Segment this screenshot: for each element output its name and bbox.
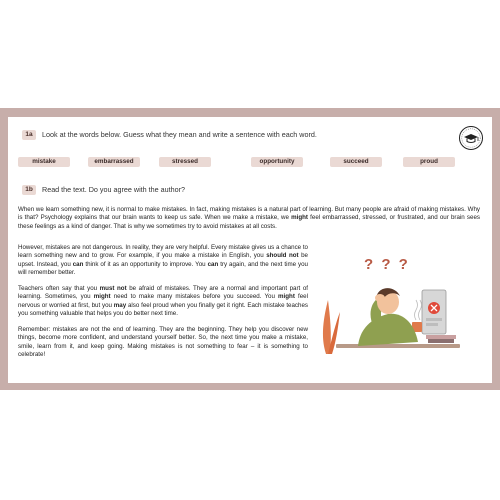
- word-chip-succeed: succeed: [330, 157, 382, 167]
- word-chip-stressed: stressed: [159, 157, 211, 167]
- word-chip-embarrassed: embarrassed: [88, 157, 140, 167]
- exercise-1a-instruction: Look at the words below. Guess what they mean and write a sentence with each word.: [42, 130, 317, 139]
- exercise-1a-number: 1a: [22, 130, 36, 140]
- exercise-1b-number: 1b: [22, 185, 36, 195]
- graduation-cap-icon: [460, 127, 482, 149]
- exercise-1b-instruction: Read the text. Do you agree with the author?: [42, 185, 186, 194]
- reading-paragraph-3: Teachers often say that you must not be afraid of mistakes. They are a normal and important part of learning. Sometimes, you might need to make many mistakes before you succeed. You might feel nervous or worried at first, but you may also feel proud when you finally get it right. Each mistake teaches you something valuable that helps you do better next time.: [18, 285, 309, 317]
- word-chip-proud: proud: [403, 157, 455, 167]
- school-logo: [459, 126, 483, 150]
- word-chip-opportunity: opportunity: [251, 157, 303, 167]
- reading-paragraph-2: However, mistakes are not dangerous. In reality, they are very helpful. Every mistake gives us a chance to learn something new and to grow. For example, if you make a mistake in English, you should not be upset. Instead, you can think of it as an opportunity to improve. You can try again, and the next time you will remember better.: [18, 244, 308, 276]
- desk-scene-drawing: [318, 256, 460, 360]
- question-marks: ? ? ?: [364, 256, 410, 273]
- word-chip-mistake: mistake: [18, 157, 70, 167]
- student-illustration: [318, 256, 460, 360]
- reading-paragraph-1: When we learn something new, it is normal to make mistakes. In fact, making mistakes is a natural part of learning. But many people are afraid of making mistakes. Why is that? Psychology explains that our brain wants to keep us safe. When we make a mistake, we might feel embarrassed, stressed, or frustrated, and our brain sees these feelings as a kind of danger. That is why we sometimes try to avoid mistakes at all costs.: [18, 206, 480, 230]
- reading-paragraph-4: Remember: mistakes are not the end of learning. They are the beginning. They help you discover new things, become more confident, and understand yourself better. So, the next time you make a mistake, smile, learn from it, and keep going. Making mistakes is not something to fear – it is something to celebrate!: [18, 326, 308, 358]
